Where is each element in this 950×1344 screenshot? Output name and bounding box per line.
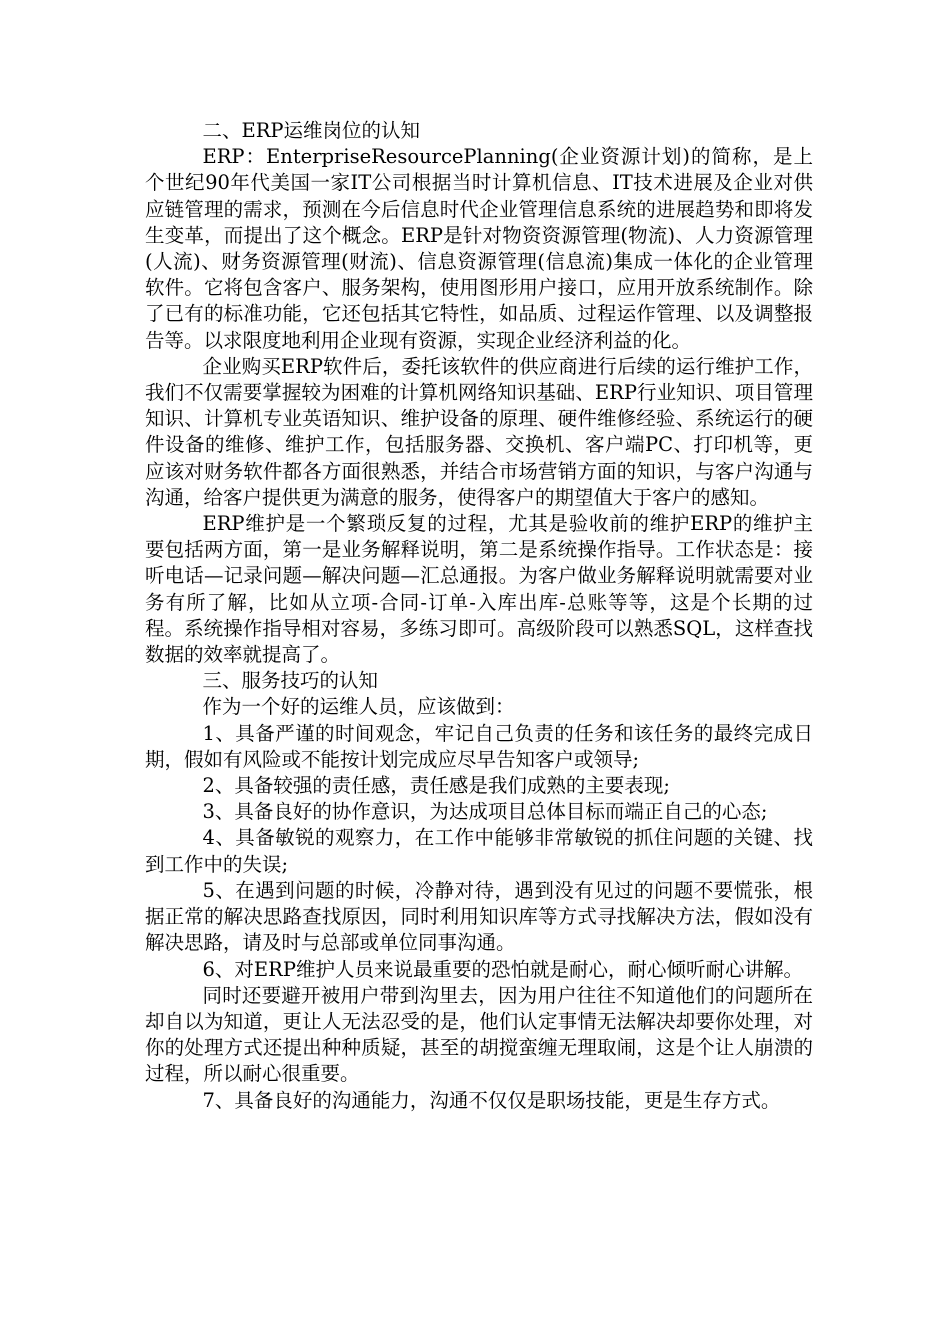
list-item-7: 7、具备良好的沟通能力，沟通不仅仅是职场技能，更是生存方式。 <box>202 1088 781 1112</box>
document-body <box>145 118 813 1114</box>
paragraph-erp-definition: ERP：EnterpriseResourcePlanning(企业资源计划)的简称，是上个世纪90年代美国一家IT公司根据当时计算机信息、IT技术进展及企业对供应链管理的需求，预测在今后信息时代企业管理信息系统的进展趋势和即将发生变革，而提出了这个概念。ERP是针对物资资源管理(物流)、人力资源管理(人流)、财务资源管理(财流)、信息资源管理(信息流)集成一体化的企业管理软件。它将包含客户、服务架构，使用图形用户接口，应用开放系统制作。除了已有的标准功能，它还包括其它特性，如品质、过程运作管理、以及调整报告等。以求限度地利用企业现有资源，实现企业经济利益的化。 <box>145 145 813 352</box>
paragraph-erp-maintenance-work: 企业购买ERP软件后，委托该软件的供应商进行后续的运行维护工作，我们不仅需要掌握较为困难的计算机网络知识基础、ERP行业知识、项目管理知识、计算机专业英语知识、维护设备的原理、硬件维修经验、系统运行的硬件设备的维修、维护工作，包括服务器、交换机、客户端PC、打印机等，更应该对财务软件都各方面很熟悉，并结合市场营销方面的知识，与客户沟通与沟通，给客户提供更为满意的服务，使得客户的期望值大于客户的感知。 <box>145 354 813 509</box>
list-item-1: 1、具备严谨的时间观念，牢记自己负责的任务和该任务的最终完成日期，假如有风险或不能按计划完成应尽早告知客户或领导; <box>145 721 813 771</box>
section-heading-erp-role: 二、ERP运维岗位的认知 <box>202 119 421 142</box>
list-item-3: 3、具备良好的协作意识，为达成项目总体目标而端正自己的心态; <box>202 800 768 824</box>
list-item-6: 6、对ERP维护人员来说最重要的恐怕就是耐心，耐心倾听耐心讲解。 <box>202 957 803 981</box>
list-item-4: 4、具备敏锐的观察力，在工作中能够非常敏锐的抓住问题的关键、找到工作中的失误; <box>145 826 813 876</box>
paragraph-intro-list: 作为一个好的运维人员，应该做到： <box>202 695 515 719</box>
section-heading-service-skills: 三、服务技巧的认知 <box>202 669 379 693</box>
list-item-2: 2、具备较强的责任感，责任感是我们成熟的主要表现; <box>202 774 670 798</box>
paragraph-patience-note: 同时还要避开被用户带到沟里去，因为用户往往不知道他们的问题所在却自以为知道，更让人无法忍受的是，他们认定事情无法解决却要你处理，对你的处理方式还提出种种质疑，甚至的胡搅蛮缠无理取闹，这是个让人崩溃的过程，所以耐心很重要。 <box>145 983 813 1086</box>
list-item-5: 5、在遇到问题的时候，冷静对待，遇到没有见过的问题不要慌张，根据正常的解决思路查找原因，同时利用知识库等方式寻找解决方法，假如没有解决思路，请及时与总部或单位同事沟通。 <box>145 878 813 955</box>
paragraph-erp-maintenance-process: ERP维护是一个繁琐反复的过程，尤其是验收前的维护ERP的维护主要包括两方面，第一是业务解释说明，第二是系统操作指导。工作状态是：接听电话—记录问题—解决问题—汇总通报。为客户做业务解释说明就需要对业务有所了解，比如从立项-合同-订单-入库出库-总账等等，这是个长期的过程。系统操作指导相对容易，多练习即可。高级阶段可以熟悉SQL，这样查找数据的效率就提高了。 <box>145 512 813 667</box>
